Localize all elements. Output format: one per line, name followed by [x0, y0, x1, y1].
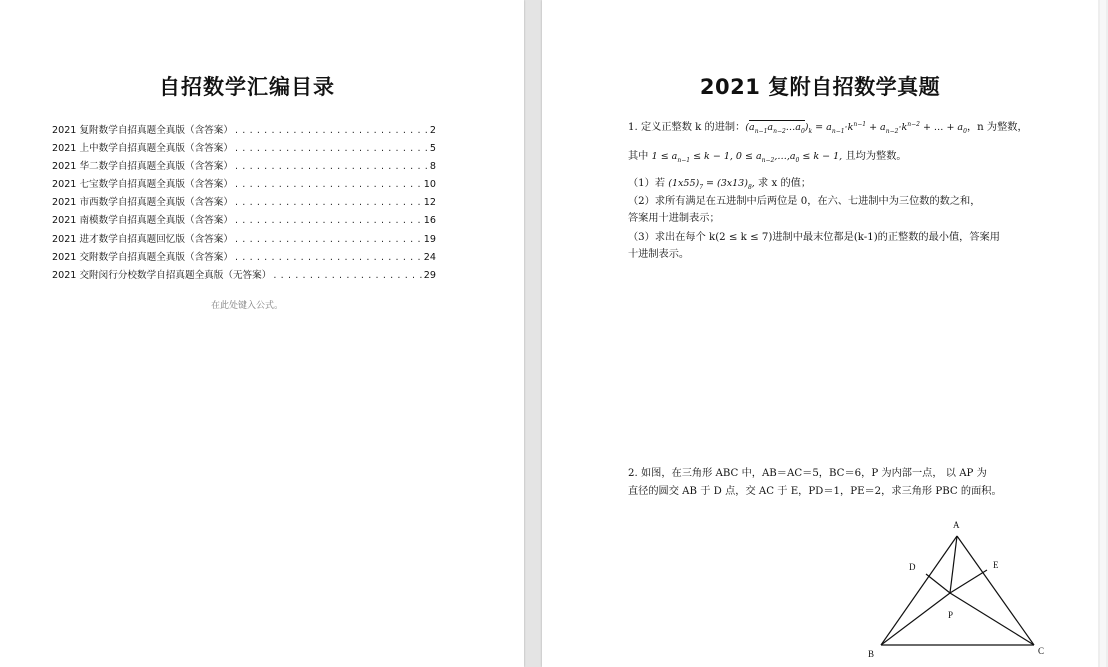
- label-e: E: [993, 560, 999, 570]
- question-1-part-2-line-1: （2）求所有满足在五进制中后两位是 0，在六、七进制中为三位数的数之和，: [628, 196, 981, 207]
- toc-entry[interactable]: [52, 212, 436, 230]
- q1-prefix: 1. 定义正整数 k 的进制：: [628, 122, 746, 134]
- toc-entry-title: 2021 七宝数学自招真题全真版（含答案）: [52, 179, 233, 191]
- toc-entry-page: 2: [429, 125, 436, 136]
- toc-entry-title: 2021 上中数学自招真题全真版（含答案）: [52, 143, 233, 155]
- toc-entry[interactable]: [52, 140, 436, 158]
- toc-entry-page: 29: [423, 269, 436, 281]
- toc-title: 自招数学汇编目录: [159, 75, 335, 99]
- toc-entry-title: 2021 复附数学自招真题全真版（含答案）: [52, 125, 233, 136]
- segment-dp: [926, 574, 950, 593]
- q1-condition-prefix: 其中: [628, 151, 649, 162]
- toc-leader-dots: [235, 143, 428, 154]
- toc-entry[interactable]: [52, 194, 436, 212]
- formula-placeholder[interactable]: 在此处键入公式。: [210, 301, 283, 311]
- q1-condition-formula: $1 \le a_{n-1} \le k - 1$, $0 \le a_{n-2},\dots,a_0 \le k - 1$,: [651, 151, 843, 164]
- label-b: B: [868, 649, 875, 659]
- side-ab: [881, 536, 957, 645]
- toc-entry[interactable]: [52, 267, 436, 285]
- scrollbar-thumb[interactable]: [1100, 0, 1106, 667]
- toc-leader-dots: [235, 179, 422, 190]
- toc-entry-title: 2021 华二数学自招真题全真版（含答案）: [52, 161, 233, 173]
- toc-entry-title: 2021 交附数学自招真题全真版（含答案）: [52, 251, 233, 263]
- label-c: C: [1038, 646, 1045, 656]
- question-2-line-1: 2. 如图，在三角形 ABC 中，AB＝AC＝5，BC＝6，P 为内部一点， 以 AP 为: [628, 468, 987, 479]
- label-d: D: [909, 562, 916, 572]
- toc-entry[interactable]: [52, 158, 436, 176]
- toc-entry-title: 2021 市西数学自招真题全真版（含答案）: [52, 197, 233, 209]
- toc-leader-dots: [235, 197, 422, 208]
- question-1-part-2-line-2: 答案用十进制表示；: [628, 213, 720, 224]
- exam-page: [542, 0, 1098, 667]
- q1-part1-formula: $(1x55)_7 = (3x13)_8$,: [668, 178, 755, 191]
- label-p: P: [948, 610, 954, 620]
- toc-entry[interactable]: [52, 176, 436, 194]
- toc-leader-dots: [235, 234, 422, 245]
- toc-entry-page: 12: [423, 197, 436, 209]
- q1-part1-suffix: 求 x 的值；: [758, 178, 812, 189]
- vertical-scrollbar[interactable]: [1098, 0, 1108, 667]
- toc-entry-page: 10: [423, 179, 436, 191]
- q1-condition-suffix: 且均为整数。: [845, 151, 907, 162]
- segment-bp: [881, 593, 950, 645]
- question-1-part-3-line-1: （3）求出在每个 k(2 ≤ k ≤ 7)进制中最末位都是(k-1)的正整数的最小值，答案用: [628, 232, 1000, 243]
- toc-page: [0, 0, 524, 667]
- label-a: A: [953, 520, 960, 530]
- document-title: 2021 复附自招数学真题: [699, 75, 941, 99]
- toc-leader-dots: [235, 215, 422, 226]
- triangle-figure: [862, 514, 1062, 664]
- segment-cp: [950, 593, 1034, 645]
- q1-formula-base-k: $(a_{n-1}a_{n-2}\dots a_0)_k = a_{n-1}\cdot k^{n-1} + a_{n-2}\cdot k^{n-2}$ + … + $a_0$: [745, 121, 967, 136]
- toc-entry-page: 16: [423, 215, 436, 227]
- toc-entry[interactable]: [52, 231, 436, 249]
- toc-entry-title: 2021 进才数学自招真题回忆版（含答案）: [52, 233, 233, 245]
- toc-leader-dots: [273, 270, 421, 281]
- toc-entry[interactable]: [52, 249, 436, 267]
- toc-list: [52, 122, 436, 285]
- toc-entry-page: 5: [429, 143, 436, 155]
- toc-entry-page: 24: [423, 251, 436, 263]
- toc-entry-page: 8: [429, 161, 436, 173]
- q1-suffix: ，n 为整数，: [966, 122, 1028, 134]
- toc-entry[interactable]: [52, 122, 436, 140]
- toc-leader-dots: [235, 161, 428, 172]
- question-2-line-2: 直径的圆交 AB 于 D 点，交 AC 于 E，PD＝1，PE＝2，求三角形 PBC 的面积。: [628, 486, 1002, 497]
- toc-entry-page: 19: [423, 233, 436, 245]
- toc-entry-title: 2021 南模数学自招真题全真版（含答案）: [52, 215, 233, 227]
- toc-leader-dots: [235, 252, 422, 263]
- question-1-part-3-line-2: 十进制表示。: [628, 249, 690, 260]
- question-1-line-1: [628, 117, 1098, 140]
- question-1-line-2: [628, 149, 1098, 169]
- toc-entry-title: 2021 交附闵行分校数学自招真题全真版（无答案）: [52, 269, 272, 281]
- question-1-part-1: [628, 176, 1098, 196]
- segment-ep: [950, 570, 987, 593]
- q1-part1-prefix: （1）若: [628, 178, 666, 189]
- toc-leader-dots: [235, 125, 428, 136]
- side-ac: [957, 536, 1034, 645]
